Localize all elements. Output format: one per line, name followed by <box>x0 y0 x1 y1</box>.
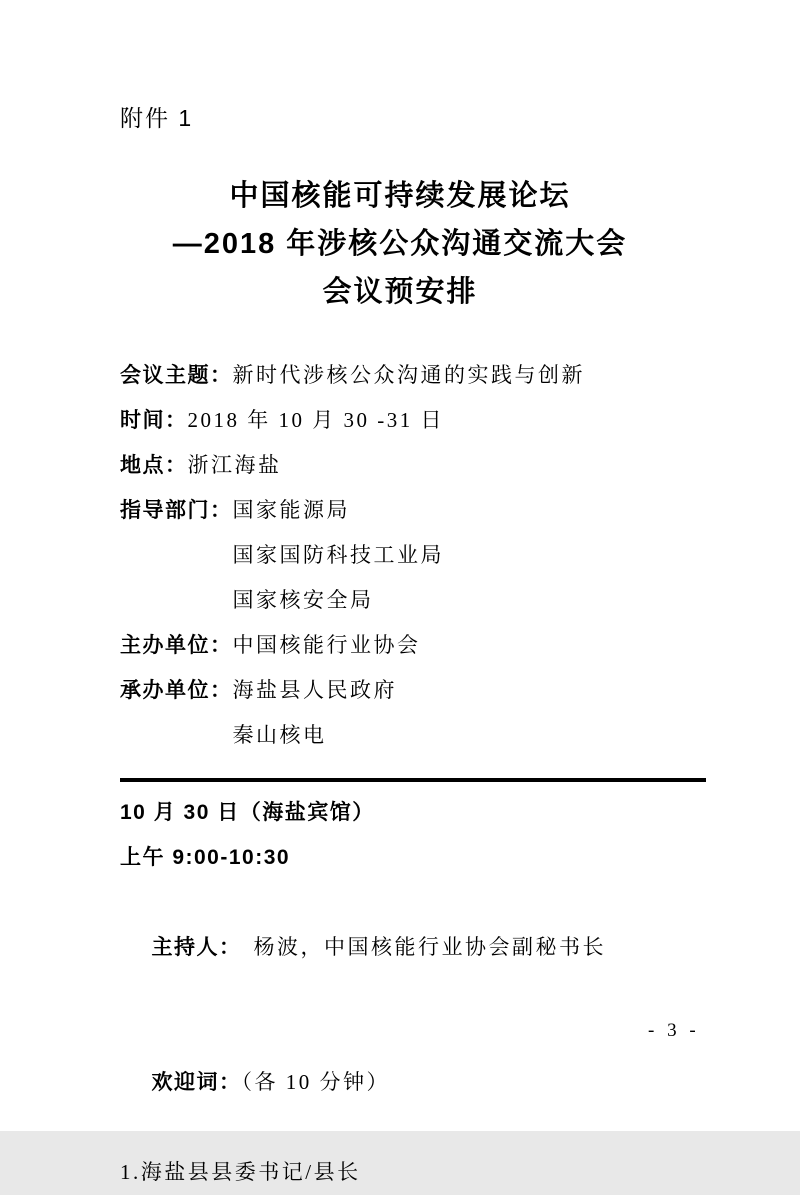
schedule-host-line <box>120 880 606 1015</box>
info-label-co-organizer: 承办单位： <box>120 678 233 702</box>
info-label-location: 地点： <box>120 453 188 477</box>
info-label-time: 时间： <box>120 408 188 432</box>
info-row-guiding-departments <box>120 488 585 623</box>
info-value: 国家国防科技工业局 <box>232 543 444 567</box>
title-line-3: 会议预安排 <box>322 276 478 308</box>
info-value: 浙江海盐 <box>187 453 282 477</box>
welcome-label: 欢迎词： <box>151 1070 242 1094</box>
schedule-time-heading: 上午 9:00-10:30 <box>120 846 291 869</box>
info-values-co-organizer <box>233 668 398 758</box>
meeting-info-section <box>120 353 585 758</box>
info-value: 2018 年 10 月 30 -31 日 <box>187 408 444 432</box>
info-value: 中国核能行业协会 <box>232 633 421 657</box>
page-number: - 3 - <box>648 1020 700 1041</box>
host-label: 主持人： <box>151 935 242 959</box>
host-value: 杨波，中国核能行业协会副秘书长 <box>253 935 606 959</box>
info-value: 国家核安全局 <box>232 588 374 612</box>
info-row-location <box>120 443 585 488</box>
section-divider-rule <box>120 778 706 782</box>
info-row-organizer <box>120 623 585 668</box>
schedule-item-1: 1.海盐县县委书记/县长 <box>120 1160 361 1184</box>
schedule-section <box>120 790 606 1195</box>
info-values-theme <box>233 353 586 398</box>
title-line-1: 中国核能可持续发展论坛 <box>229 180 571 212</box>
welcome-value: （各 10 分钟） <box>241 1070 390 1094</box>
title-line-2: —2018 年涉核公众沟通交流大会 <box>172 228 628 260</box>
info-value: 海盐县人民政府 <box>232 678 397 702</box>
info-label-theme: 会议主题： <box>120 363 233 387</box>
info-row-theme <box>120 353 585 398</box>
schedule-welcome-line <box>120 1015 606 1150</box>
info-values-guiding-departments <box>233 488 445 623</box>
info-values-organizer <box>233 623 421 668</box>
info-row-co-organizer <box>120 668 585 758</box>
info-value: 国家能源局 <box>232 498 350 522</box>
info-value: 新时代涉核公众沟通的实践与创新 <box>232 363 585 387</box>
info-label-organizer: 主办单位： <box>120 633 233 657</box>
info-values-time <box>188 398 445 443</box>
attachment-label: 附件 1 <box>120 105 194 131</box>
info-label-guiding-departments: 指导部门： <box>120 498 233 522</box>
info-values-location <box>188 443 282 488</box>
info-value: 秦山核电 <box>232 723 327 747</box>
info-row-time <box>120 398 585 443</box>
schedule-date-heading: 10 月 30 日（海盐宾馆） <box>120 801 375 824</box>
document-title <box>0 172 800 316</box>
